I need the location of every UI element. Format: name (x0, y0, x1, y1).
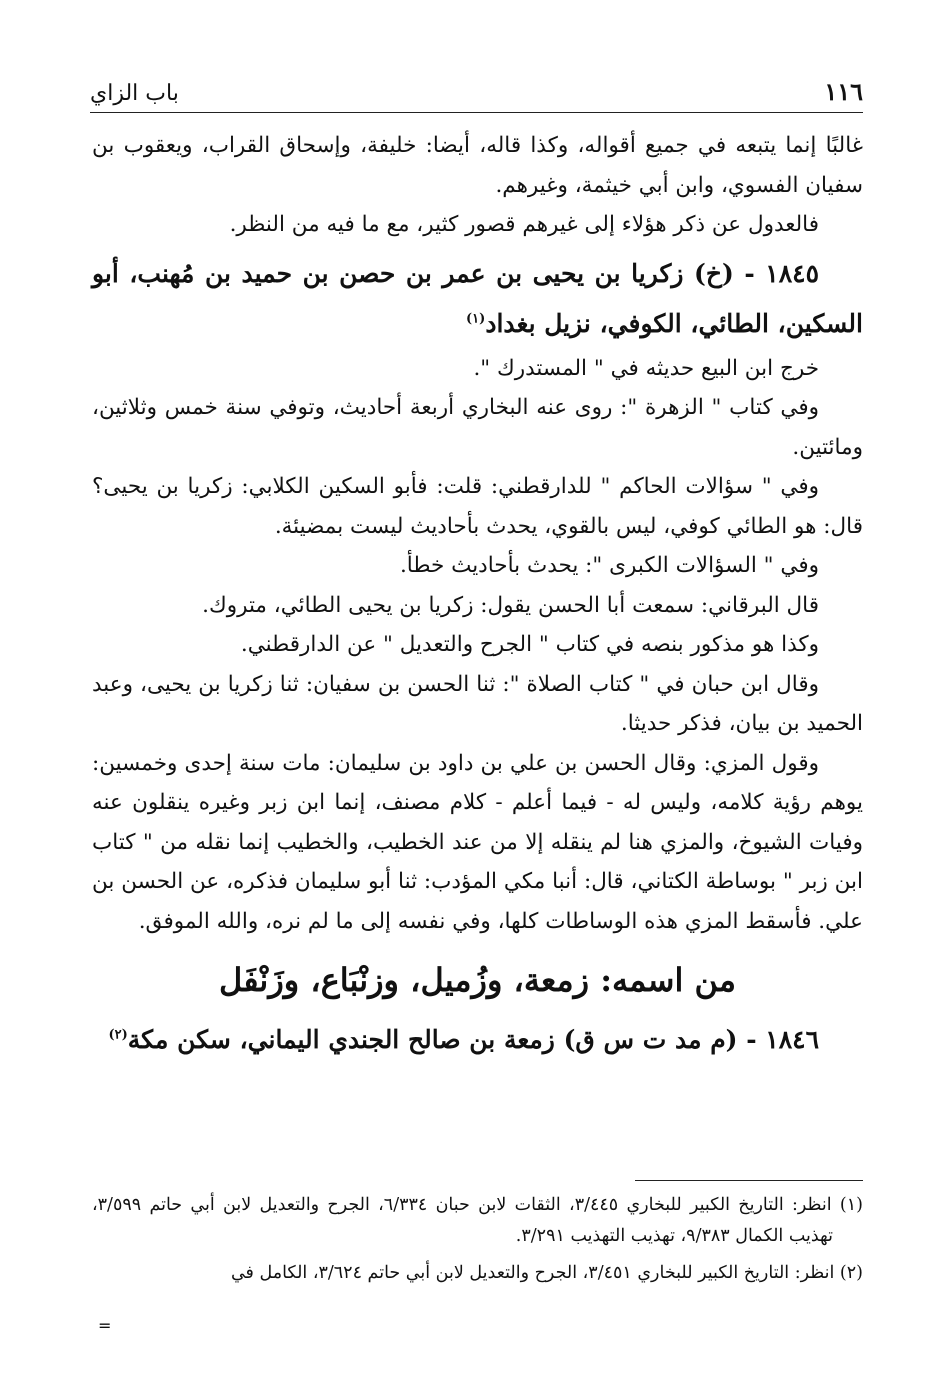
paragraph: وقال ابن حبان في " كتاب الصلاة ": ثنا الحسن بن سفيان: ثنا زكريا بن يحيى، وعبد الحميد بن بيان، فذكر حديثا. (92, 671, 863, 736)
paragraph: وفي " السؤالات الكبرى ": يحدث بأحاديث خطأ. (399, 553, 819, 578)
footnote: (١) انظر: التاريخ الكبير للبخاري ٣/٤٤٥، الثقات لابن حبان ٦/٣٣٤، الجرح والتعديل لابن أبي حاتم ٣/٥٩٩، تهذيب الكمال ٩/٣٨٣، تهذيب التهذيب ٣/٢٩١. (92, 1195, 863, 1246)
footnote-separator (635, 1180, 863, 1181)
page-header (90, 62, 863, 113)
running-head: باب الزاي (90, 81, 179, 106)
footnote: (٢) انظر: التاريخ الكبير للبخاري ٣/٤٥١، الجرح والتعديل لابن أبي حاتم ٣/٦٢٤، الكامل في (230, 1263, 863, 1283)
entry-title: ١٨٤٥ - (خ) زكريا بن يحيى بن عمر بن حصن بن حميد بن مُهنب، أبو السكين، الطائي، الكوفي، نزيل بغداد (92, 258, 863, 338)
footnote-ref: (٢) (108, 1027, 128, 1043)
entry-title: ١٨٤٦ - (م مد ت س ق) زمعة بن صالح الجندي اليماني، سكن مكة (127, 1025, 819, 1054)
paragraph: قال البرقاني: سمعت أبا الحسن يقول: زكريا بن يحيى الطائي، متروك. (202, 592, 819, 618)
paragraph: وقول المزي: وقال الحسن بن علي بن داود بن سليمان: مات سنة إحدى وخمسين: يوهم رؤية كلامه، وليس له - فيما أعلم - كلام مصنف، إنما ابن زبر وغيره ينقلون عنه وفيات الشيوخ، والمزي هنا لم ينقله إلا من عند الخطيب، والخطيب إنما نقله من " كتاب ابن زبر " بوساطة الكتاني، قال: أنبا مكي المؤدب: ثنا أبو سليمان فذكره، عن الحسن بن علي. فأسقط المزي هذه الوساطات كلها، وفي نفسه إلى ما لم نره، والله الموفق. (92, 750, 863, 934)
continuation-mark: = (98, 1316, 112, 1335)
paragraph: خرج ابن البيع حديثه في " المستدرك ". (473, 355, 819, 381)
paragraph: فالعدول عن ذكر هؤلاء إلى غيرهم قصور كثير، مع ما فيه من النظر. (229, 212, 819, 237)
paragraph: غالبًا إنما يتبعه في جميع أقواله، وكذا قاله، أيضا: خليفة، وإسحاق القراب، ويعقوب بن سفيان الفسوي، وابن أبي خيثمة، وغيرهم. (92, 133, 863, 198)
section-heading: من اسمه: زمعة، وزُميل، وزنْبَاع، وزَنْفَل (218, 961, 737, 999)
paragraph: وكذا هو مذكور بنصه في كتاب " الجرح والتعديل " عن الدارقطني. (240, 632, 819, 657)
entry-heading-1846 (92, 1015, 863, 1065)
main-text (92, 126, 863, 1065)
entry-heading-1845 (92, 249, 863, 349)
footnotes (92, 1190, 863, 1295)
paragraph: وفي " سؤالات الحاكم " للدارقطني: قلت: فأبو السكين الكلابي: زكريا بن يحيى؟ قال: هو الطائي كوفي، ليس بالقوي، يحدث بأحاديث ليست بمضيئة. (92, 474, 863, 539)
paragraph: وفي كتاب " الزهرة ": روى عنه البخاري أربعة أحاديث، وتوفي سنة خمس وثلاثين، ومائتين. (92, 395, 863, 460)
footnote-ref: (١) (466, 311, 486, 327)
page-number: ١١٦ (824, 77, 863, 106)
